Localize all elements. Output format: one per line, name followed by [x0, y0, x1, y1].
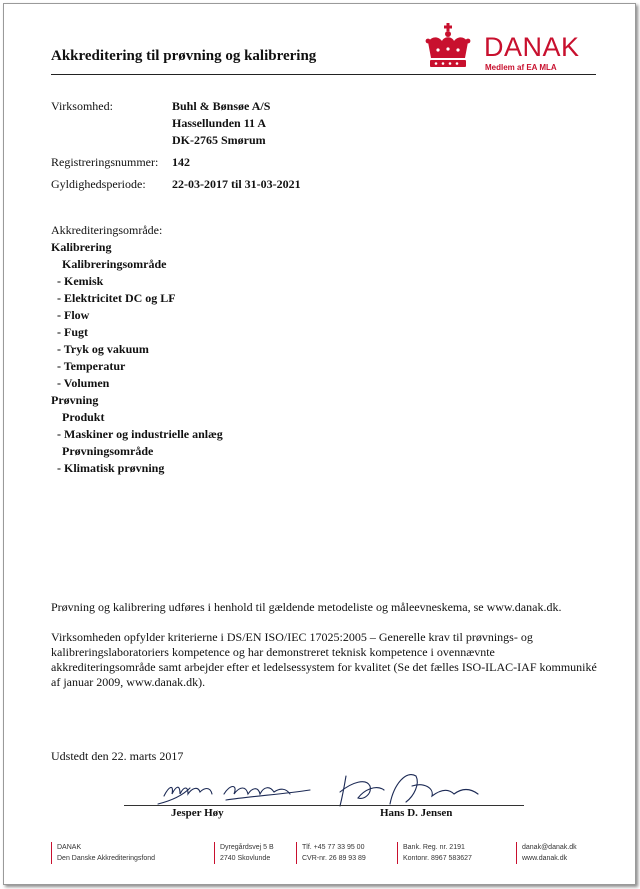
validity-label: Gyldighedsperiode: [51, 177, 146, 191]
crown-icon [424, 22, 472, 70]
scope-item: - Elektricitet DC og LF [57, 291, 176, 305]
company-address-line1: Hassellunden 11 A [172, 116, 267, 130]
scope-intro: Akkrediteringsområde: [51, 223, 163, 237]
scope-subheading-calibration-area: Kalibreringsområde [62, 257, 167, 271]
logo-subtitle: Medlem af EA MLA [485, 63, 557, 72]
scope-subheading-testing-area: Prøvningsområde [62, 444, 154, 458]
company-name: Buhl & Bønsøe A/S [172, 99, 271, 113]
logo-wordmark: DANAK [484, 32, 580, 62]
footer-bank [397, 842, 472, 864]
company-label: Virksomhed: [51, 99, 113, 113]
danak-logo [424, 22, 604, 72]
document-page [3, 3, 636, 885]
signer-name-1: Jesper Høy [171, 807, 224, 819]
criteria-paragraph: Virksomheden opfylder kriterierne i DS/EN ISO/IEC 17025:2005 – Generelle krav til prøvnings- og kalibreringslaboratoriers kompetence og har demonstreret teknisk kompetence i ovennævnte akkrediteringsområde samt arbejder efter et ledelsessystem for kvalitet (Se det fælles ISO-ILAC-IAF kommuniké af januar 2009, www.danak.dk). [51, 630, 597, 689]
validity-period: 22-03-2017 til 31-03-2021 [172, 177, 301, 191]
scope-heading-calibration: Kalibrering [51, 240, 112, 254]
footer-city: 2740 Skovlunde [220, 855, 271, 862]
footer-email[interactable]: danak@danak.dk [522, 844, 577, 851]
company-address-line2: DK-2765 Smørum [172, 133, 266, 147]
registration-number: 142 [172, 155, 190, 169]
footer-org-name: DANAK [57, 844, 82, 851]
scope-item: - Kemisk [57, 274, 104, 288]
footer-online [516, 842, 577, 864]
footer-contact [296, 842, 366, 864]
scope-item: - Temperatur [57, 359, 126, 373]
signature-line [124, 805, 524, 806]
signer-name-2: Hans D. Jensen [380, 807, 453, 819]
footer-phone: Tlf. +45 77 33 95 00 [302, 844, 365, 851]
registration-label: Registreringsnummer: [51, 155, 159, 169]
header-divider [51, 74, 596, 75]
footer-website[interactable]: www.danak.dk [522, 855, 568, 862]
scope-heading-testing: Prøvning [51, 393, 99, 407]
footer-org-fullname: Den Danske Akkrediteringsfond [57, 855, 156, 862]
footer-account: Kontonr. 8967 583627 [403, 855, 472, 862]
issue-date: Udstedt den 22. marts 2017 [51, 749, 184, 763]
scope-item: - Maskiner og industrielle anlæg [57, 427, 223, 441]
methods-paragraph: Prøvning og kalibrering udføres i henhold til gældende metodeliste og måleevneskema, se www.danak.dk. [51, 600, 562, 614]
accreditation-scope [51, 222, 223, 477]
scope-subheading-product: Produkt [62, 410, 105, 424]
document-title: Akkreditering til prøvning og kalibrering [51, 48, 317, 64]
scope-item: - Klimatisk prøvning [57, 461, 165, 475]
scope-item: - Fugt [57, 325, 88, 339]
footer-street: Dyregårdsvej 5 B [220, 844, 274, 851]
scope-item: - Flow [57, 308, 90, 322]
scope-item: - Volumen [57, 376, 110, 390]
scope-item: - Tryk og vakuum [57, 342, 149, 356]
footer-address [214, 842, 274, 864]
footer-cvr: CVR-nr. 26 89 93 89 [302, 855, 366, 862]
footer-organization [51, 842, 155, 864]
footer-bank-reg: Bank. Reg. nr. 2191 [403, 844, 465, 851]
